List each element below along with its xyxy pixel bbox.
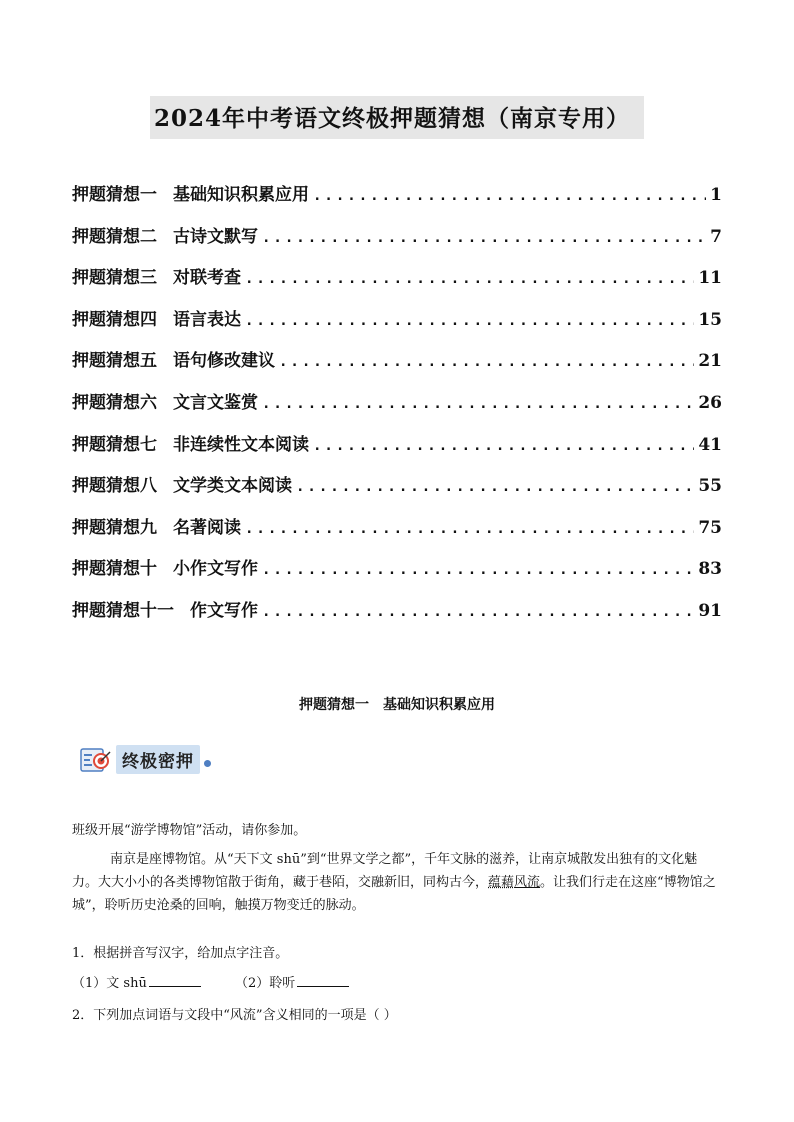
toc-label: 押题猜想十 bbox=[72, 559, 157, 580]
toc-row[interactable] bbox=[72, 180, 722, 222]
blank-2-label: （2）聆听 bbox=[234, 976, 296, 991]
toc-leader-dots bbox=[313, 438, 694, 454]
passage-text: 南京是座博物馆。从“天下文 shū”到“世界文学之都”，千年文脉的滋养，让南京城散发出独有的文化魅力。大大小小的各类博物馆散于街角，藏于巷陌，交融新旧，同构古今， bbox=[72, 852, 698, 890]
intro-paragraph: 班级开展“游学博物馆”活动，请你参加。 bbox=[72, 823, 307, 838]
passage-text-end: 。让我们行走在这座“博物馆之城”，聆听历史沧桑的回响，触摸万物变迁的脉动。 bbox=[72, 874, 716, 913]
toc-page-number: 41 bbox=[698, 434, 722, 455]
toc-row[interactable] bbox=[72, 263, 722, 305]
question-1-blanks bbox=[72, 973, 722, 996]
toc-name: 小作文写作 bbox=[173, 559, 258, 580]
toc-row[interactable] bbox=[72, 596, 722, 638]
toc-page-number: 1 bbox=[710, 185, 722, 205]
blank-1-label: （1）文 shū bbox=[72, 976, 147, 991]
toc-leader-dots bbox=[245, 521, 694, 537]
answer-blank-2[interactable] bbox=[297, 974, 349, 987]
title-wrap bbox=[0, 96, 794, 139]
toc-leader-dots bbox=[313, 188, 706, 204]
toc-name: 语句修改建议 bbox=[173, 351, 275, 372]
toc-label: 押题猜想九 bbox=[72, 517, 157, 538]
toc-leader-dots bbox=[262, 230, 706, 246]
toc-page-number: 15 bbox=[698, 309, 722, 330]
toc-leader-dots bbox=[262, 604, 694, 620]
toc-name: 文言文鉴赏 bbox=[173, 392, 258, 413]
passage-dotted-word: 蕴藉 bbox=[488, 874, 515, 890]
toc-leader-dots bbox=[262, 396, 694, 412]
toc-page-number: 91 bbox=[698, 600, 722, 621]
toc-label: 押题猜想二 bbox=[72, 226, 157, 247]
target-icon bbox=[80, 746, 112, 774]
toc-name: 作文写作 bbox=[190, 600, 258, 621]
toc-row[interactable] bbox=[72, 305, 722, 347]
banner-label: 终极密押 bbox=[116, 745, 200, 774]
toc-name: 对联考查 bbox=[173, 268, 241, 289]
toc-leader-dots bbox=[296, 479, 694, 495]
banner-dot bbox=[204, 760, 211, 767]
toc-row[interactable] bbox=[72, 388, 722, 430]
section-label: 押题猜想一 bbox=[299, 697, 369, 713]
toc-leader-dots bbox=[279, 354, 694, 370]
document-title: 2024年中考语文终极押题猜想（南京专用） bbox=[150, 96, 644, 139]
question-2: 2．下列加点词语与文段中“风流”含义相同的一项是（ ） bbox=[72, 1008, 397, 1023]
toc-page-number: 75 bbox=[698, 517, 722, 538]
toc-label: 押题猜想一 bbox=[72, 185, 157, 205]
toc-label: 押题猜想四 bbox=[72, 309, 157, 330]
toc-row[interactable] bbox=[72, 471, 722, 513]
toc-page-number: 11 bbox=[698, 268, 722, 289]
toc-leader-dots bbox=[262, 562, 694, 578]
table-of-contents bbox=[72, 180, 722, 638]
toc-row[interactable] bbox=[72, 430, 722, 472]
toc-label: 押题猜想八 bbox=[72, 476, 157, 497]
question-1: 1．根据拼音写汉字，给加点字注音。 bbox=[72, 946, 289, 961]
toc-label: 押题猜想七 bbox=[72, 434, 157, 455]
section-heading bbox=[0, 694, 794, 714]
toc-label: 押题猜想十一 bbox=[72, 600, 174, 621]
toc-row[interactable] bbox=[72, 346, 722, 388]
toc-name: 非连续性文本阅读 bbox=[173, 434, 309, 455]
toc-name: 名著阅读 bbox=[173, 517, 241, 538]
toc-page-number: 55 bbox=[698, 476, 722, 497]
toc-leader-dots bbox=[245, 313, 694, 329]
toc-name: 基础知识积累应用 bbox=[173, 185, 309, 205]
toc-page-number: 21 bbox=[698, 351, 722, 372]
answer-blank-1[interactable] bbox=[149, 974, 201, 987]
toc-name: 古诗文默写 bbox=[173, 226, 258, 247]
toc-row[interactable] bbox=[72, 554, 722, 596]
toc-page-number: 83 bbox=[698, 559, 722, 580]
toc-row[interactable] bbox=[72, 222, 722, 264]
toc-page-number: 26 bbox=[698, 392, 722, 413]
toc-label: 押题猜想六 bbox=[72, 392, 157, 413]
passage-paragraph bbox=[72, 849, 722, 917]
toc-name: 语言表达 bbox=[173, 309, 241, 330]
toc-row[interactable] bbox=[72, 513, 722, 555]
toc-name: 文学类文本阅读 bbox=[173, 476, 292, 497]
toc-label: 押题猜想三 bbox=[72, 268, 157, 289]
passage-underlined-word: 风流 bbox=[514, 874, 541, 890]
toc-leader-dots bbox=[245, 271, 694, 287]
section-name: 基础知识积累应用 bbox=[383, 697, 495, 713]
section-banner bbox=[80, 745, 211, 774]
toc-label: 押题猜想五 bbox=[72, 351, 157, 372]
toc-page-number: 7 bbox=[710, 226, 722, 247]
